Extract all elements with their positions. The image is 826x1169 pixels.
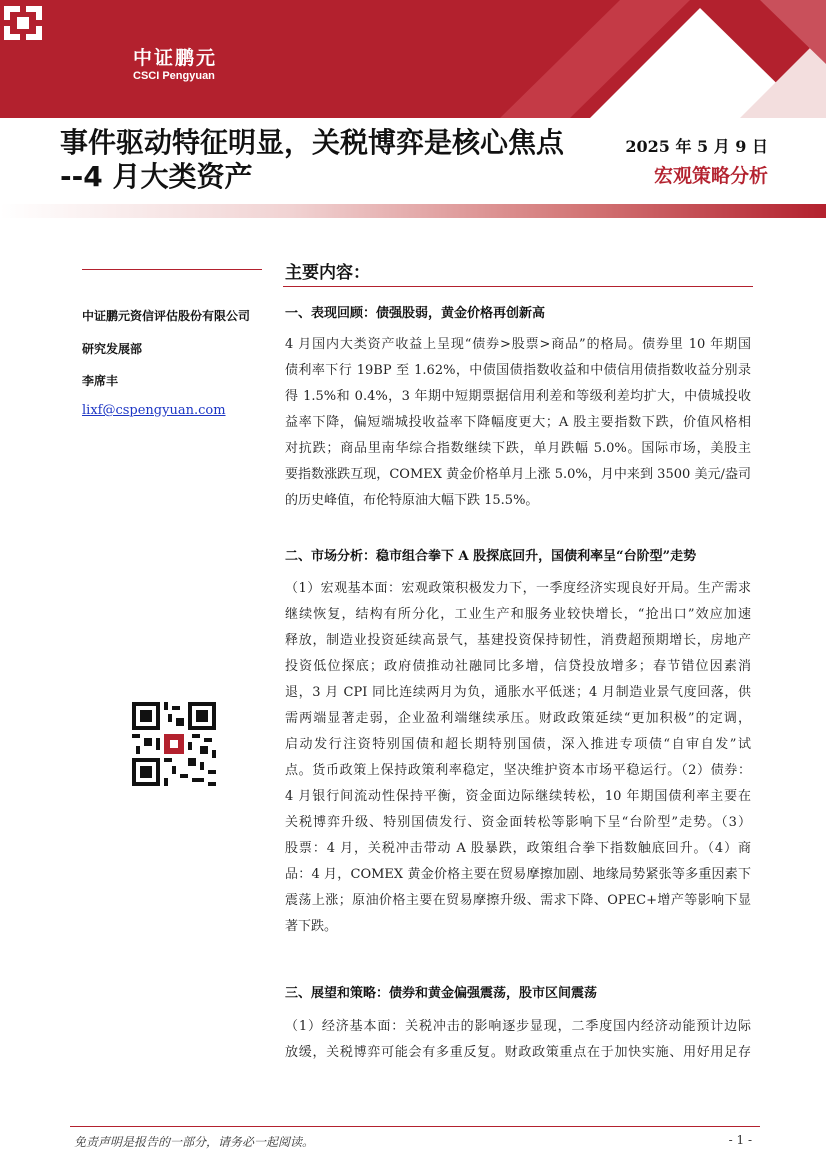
paragraph-line: 得 1.5%和 0.4%，3 年期中短期票据信用利差和等级利差均扩大，中债城投收 <box>285 389 751 404</box>
paragraph-line: 投资低位探底；政府债推动社融同比多增，信贷投放增多；春节错位因素消 <box>285 659 751 674</box>
paragraph-line: 股票：4 月，关税冲击带动 A 股暴跌，政策组合拳下指数触底回升。（4）商 <box>285 841 751 856</box>
section-title-3: 三、展望和策略：债券和黄金偏强震荡，股市区间震荡 <box>285 986 598 1001</box>
paragraph-line: 4 月国内大类资产收益上呈现“债券>股票>商品”的格局。债券里 10 年期国 <box>285 337 751 352</box>
author-name: 李席丰 <box>82 374 119 388</box>
author-email-link[interactable]: lixf@cspengyuan.com <box>82 403 226 418</box>
paragraph-line: 品：4 月，COMEX 黄金价格主要在贸易摩擦加剧、地缘局势紧张等多重因素下 <box>285 867 751 882</box>
csci-pengyuan-logo <box>0 0 46 46</box>
paragraph-line: 放缓，关税博弈可能会有多重反复。财政政策重点在于加快实施、用好用足存 <box>285 1045 751 1060</box>
report-date: 2025 年 5 月 9 日 <box>625 137 768 156</box>
report-title <box>60 126 564 194</box>
paragraph-line: 对抗跌；商品里南华综合指数继续下跌，单月跌幅 5.0%。国际市场，美股主 <box>285 441 751 456</box>
banner-decoration <box>0 0 826 118</box>
paragraph-line: 需两端显著走弱，企业盈利端继续承压。财政政策延续“更加积极”的定调， <box>285 711 751 726</box>
brand-name-cn: 中证鹏元 <box>133 47 218 69</box>
page-number: - 1 - <box>728 1133 752 1147</box>
section-paragraph-1 <box>285 332 751 514</box>
paragraph-line: 4 月银行间流动性保持平衡，资金面边际继续转松，10 年期国债利率主要在 <box>285 789 751 804</box>
paragraph-line: 债利率下行 19BP 至 1.62%，中债国债指数收益和中债信用债指数收益分别录 <box>285 363 751 378</box>
report-title-line2: --4 月大类资产 <box>60 160 253 193</box>
main-heading: 主要内容： <box>285 263 370 283</box>
brand-name-en: CSCI Pengyuan <box>133 70 215 82</box>
footer-divider <box>70 1126 760 1127</box>
paragraph-line: 点。货币政策上保持政策利率稳定，坚决维护资本市场平稳运行。（2）债券： <box>285 763 751 778</box>
paragraph-line: （1）经济基本面：关税冲击的影响逐步显现，二季度国内经济动能预计边际 <box>285 1019 751 1034</box>
footer-disclaimer: 免责声明是报告的一部分，请务必一起阅读。 <box>74 1135 315 1149</box>
paragraph-line: 释放，制造业投资延续高景气，基建投资保持韧性，消费超预期增长，房地产 <box>285 633 751 648</box>
paragraph-line: 的历史峰值，布伦特原油大幅下跌 15.5%。 <box>285 493 539 508</box>
paragraph-line: 要指数涨跌互现，COMEX 黄金价格单月上涨 5.0%，月中来到 3500 美元/盎司 <box>285 467 751 482</box>
company-name: 中证鹏元资信评估股份有限公司 <box>82 309 251 323</box>
paragraph-line: 启动发行注资特别国债和超长期特别国债，深入推进专项债“自审自发”试 <box>285 737 751 752</box>
main-heading-divider <box>283 286 753 287</box>
title-gradient-bar <box>0 204 826 218</box>
qr-code-icon <box>132 702 216 786</box>
section-paragraph-2 <box>285 576 751 940</box>
paragraph-line: 益率下降，偏短端城投收益率下降幅度更大；A 股主要指数下跌，价值风格相 <box>285 415 751 430</box>
paragraph-line: （1）宏观基本面：宏观政策积极发力下，一季度经济实现良好开局。生产需求 <box>285 581 751 596</box>
paragraph-line: 继续恢复，结构有所分化，工业生产和服务业较快增长，“抢出口”效应加速 <box>285 607 751 622</box>
section-title-2: 二、市场分析：稳市组合拳下 A 股探底回升，国债利率呈“台阶型”走势 <box>285 549 697 564</box>
section-paragraph-3 <box>285 1014 751 1066</box>
paragraph-line: 著下跌。 <box>285 919 338 934</box>
section-title-1: 一、表现回顾：债强股弱，黄金价格再创新高 <box>285 306 546 321</box>
report-type: 宏观策略分析 <box>653 165 768 187</box>
paragraph-line: 震荡上涨；原油价格主要在贸易摩擦升级、需求下降、OPEC+增产等影响下显 <box>285 893 751 908</box>
paragraph-line: 关税博弈升级、特别国债发行、资金面转松等影响下呈“台阶型”走势。（3） <box>285 815 751 830</box>
department-name: 研究发展部 <box>82 342 143 356</box>
header-banner <box>0 0 826 118</box>
sidebar-divider <box>82 269 262 270</box>
report-title-line1: 事件驱动特征明显，关税博弈是核心焦点 <box>60 126 565 159</box>
paragraph-line: 退，3 月 CPI 同比连续两月为负，通胀水平低迷；4 月制造业景气度回落，供 <box>285 685 751 700</box>
